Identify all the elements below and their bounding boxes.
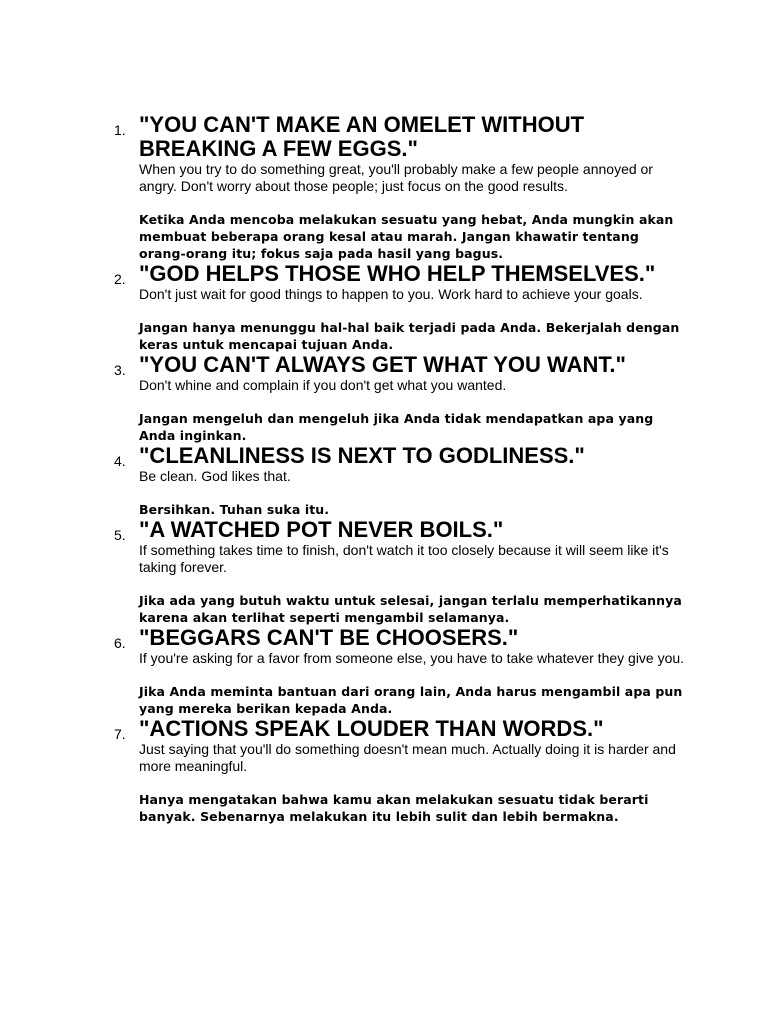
list-item <box>0 518 768 626</box>
english-explanation: Be clean. God likes that. <box>139 468 291 484</box>
list-item <box>0 444 768 518</box>
proverb-heading: "GOD HELPS THOSE WHO HELP THEMSELVES." <box>139 261 656 286</box>
item-number: 5. <box>114 527 126 543</box>
item-number: 4. <box>114 453 126 469</box>
list-item <box>0 113 768 262</box>
proverb-heading: "BEGGARS CAN'T BE CHOOSERS." <box>139 625 519 650</box>
english-explanation: If something takes time to finish, don't watch it too closely because it will seem like it's taking forever. <box>139 542 669 575</box>
list-item <box>0 353 768 444</box>
indonesian-translation: Jika Anda meminta bantuan dari orang lain, Anda harus mengambil apa pun yang mereka berikan kepada Anda. <box>139 684 683 716</box>
proverb-heading: "A WATCHED POT NEVER BOILS." <box>139 517 504 542</box>
english-explanation: Don't whine and complain if you don't get what you wanted. <box>139 377 507 393</box>
list-item <box>0 262 768 353</box>
item-number: 3. <box>114 362 126 378</box>
indonesian-translation: Jika ada yang butuh waktu untuk selesai, jangan terlalu memperhatikannya karena akan terlihat seperti mengambil selamanya. <box>139 593 682 625</box>
proverb-heading: "ACTIONS SPEAK LOUDER THAN WORDS." <box>139 716 604 741</box>
english-explanation: Just saying that you'll do something doesn't mean much. Actually doing it is harder and more meaningful. <box>139 741 676 774</box>
english-explanation: Don't just wait for good things to happen to you. Work hard to achieve your goals. <box>139 286 643 302</box>
item-number: 7. <box>114 726 126 742</box>
english-explanation: If you're asking for a favor from someone else, you have to take whatever they give you. <box>139 650 685 666</box>
indonesian-translation: Ketika Anda mencoba melakukan sesuatu yang hebat, Anda mungkin akan membuat beberapa orang kesal atau marah. Jangan khawatir tentang orang-orang itu; fokus saja pada hasil yang bagus. <box>139 212 674 261</box>
proverb-heading: "YOU CAN'T ALWAYS GET WHAT YOU WANT." <box>139 352 626 377</box>
proverb-heading: "CLEANLINESS IS NEXT TO GODLINESS." <box>139 443 585 468</box>
indonesian-translation: Jangan mengeluh dan mengeluh jika Anda tidak mendapatkan apa yang Anda inginkan. <box>139 411 654 443</box>
item-number: 6. <box>114 635 126 651</box>
document-page <box>0 113 768 825</box>
list-item <box>0 717 768 825</box>
indonesian-translation: Jangan hanya menunggu hal-hal baik terjadi pada Anda. Bekerjalah dengan keras untuk mencapai tujuan Anda. <box>139 320 680 352</box>
indonesian-translation: Hanya mengatakan bahwa kamu akan melakukan sesuatu tidak berarti banyak. Sebenarnya melakukan itu lebih sulit dan lebih bermakna. <box>139 792 649 824</box>
item-number: 2. <box>114 271 126 287</box>
indonesian-translation: Bersihkan. Tuhan suka itu. <box>139 502 330 517</box>
proverb-heading: "YOU CAN'T MAKE AN OMELET WITHOUT BREAKING A FEW EGGS." <box>139 112 585 161</box>
list-item <box>0 626 768 717</box>
item-number: 1. <box>114 122 126 138</box>
english-explanation: When you try to do something great, you'll probably make a few people annoyed or angry. Don't worry about those people; just focus on the good results. <box>139 161 653 194</box>
